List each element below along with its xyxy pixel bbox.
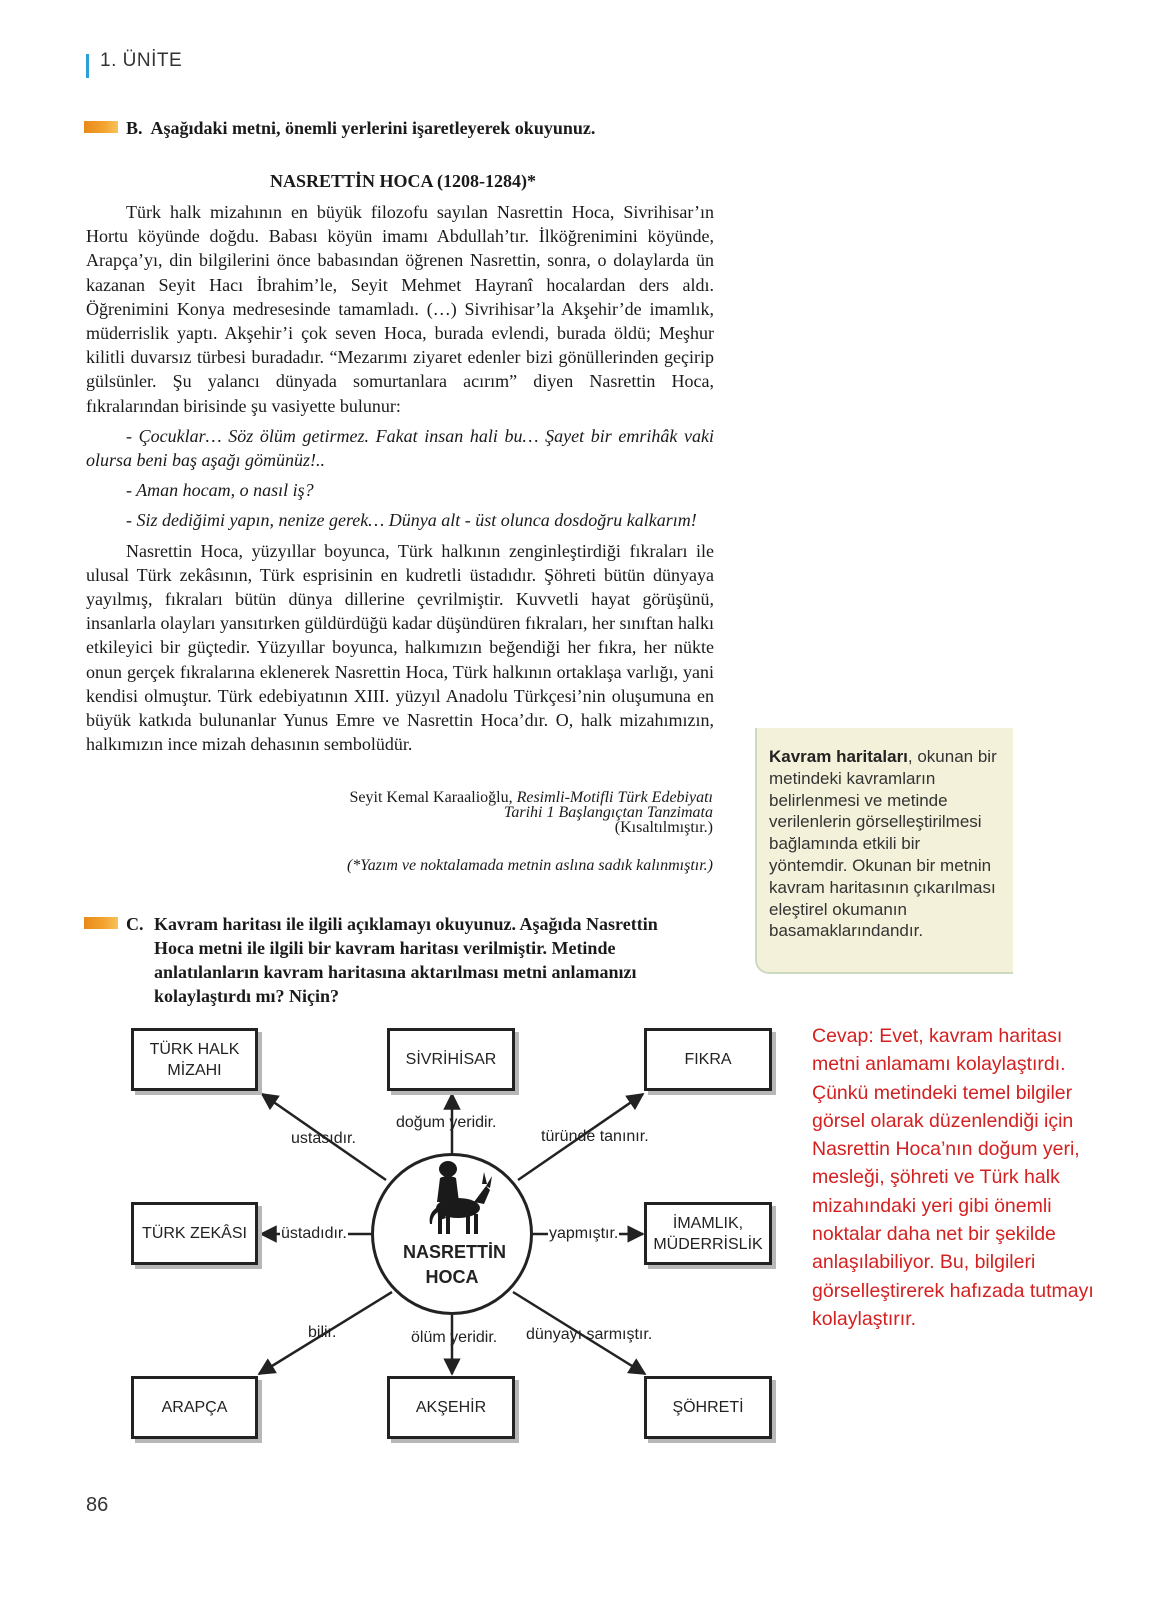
edge-label-turunde-taninir: türünde tanınır. bbox=[541, 1128, 649, 1145]
node-aksehir: AKŞEHİR bbox=[387, 1376, 515, 1439]
node-fikra: FIKRA bbox=[644, 1028, 772, 1091]
source-book-line-1: Resimli-Motifli Türk Edebiyatı bbox=[516, 789, 713, 806]
article-footnote: (*Yazım ve noktalamada metnin aslına sadık kalınmıştır.) bbox=[346, 857, 713, 874]
hoca-on-donkey-icon bbox=[426, 1160, 492, 1236]
concept-map-center-label: NASRETTİN HOCA bbox=[403, 1242, 506, 1287]
edge-label-bilir: bilir. bbox=[308, 1324, 337, 1341]
edge-label-ustadidir: üstadıdır. bbox=[281, 1225, 347, 1242]
info-side-rest: , okunan bir metindeki kavramların belirlenmesi ve metinde verilenlerin görselleştirilmesi bağlamında etkili bir yöntemdir. Okunan bir metnin kavram haritasının çıkarılması eleştirel okumanın basamaklarındandır. bbox=[769, 747, 997, 941]
node-imamlik-muderrislik: İMAMLIK, MÜDERRİSLİK bbox=[644, 1202, 772, 1265]
node-sohreti: ŞÖHRETİ bbox=[644, 1376, 772, 1439]
section-b-letter: B. bbox=[126, 118, 143, 138]
dialogue-line-3: - Siz dediğimi yapın, nenize gerek… Dünya alt - üst olunca dosdoğru kalkarım! bbox=[126, 510, 697, 531]
unit-title: 1. ÜNİTE bbox=[100, 50, 183, 71]
article-paragraph-1: Türk halk mizahının en büyük filozofu sayılan Nasrettin Hoca, Sivrihisar’ın Hortu köyünde doğdu. Babası köyün imamı Abdullah’tır. İlköğrenimini köyünde, Arapça’yı, din bilgilerini önce babasından öğrenen Nasrettin, sonra, o dolaylarda ün kazanan Seyit Hacı İbrahim’le, Seyit Mehmet Hayranî hocalardan ders aldı. Öğrenimini Konya medresesinde tamamladı. (…) Sivrihisar’la Akşehir’de imamlık, müderrislik yaptı. Akşehir’i çok seven Hoca, burada evlendi, burada öldü; Meşhur kilitli duvarsız türbesi buradadır. “Mezarımı ziyaret edenler bizi gönüllerinden geçirip gülsünler. Şu yalancı dünyada somurtanlara acırım” diyen Nasrettin Hoca, fıkralarından birisinde şu vasiyette bulunur: bbox=[86, 202, 714, 416]
section-b-instruction: Aşağıdaki metni, önemli yerlerini işaretleyerek okuyunuz. bbox=[150, 118, 596, 138]
section-c-instruction: Kavram haritası ile ilgili açıklamayı okuyunuz. Aşağıda Nasrettin Hoca metni ile ilgili bir kavram haritası verilmiştir. Metinde anlatılanların kavram haritasına aktarılması metni anlamanızı kolaylaştırdı mı? Niçin? bbox=[154, 914, 658, 1006]
dialogue-line-2: - Aman hocam, o nasıl iş? bbox=[126, 480, 314, 501]
article-title: NASRETTİN HOCA (1208-1284)* bbox=[270, 171, 537, 191]
edge-label-olum-yeridir: ölüm yeridir. bbox=[411, 1329, 498, 1346]
node-sivrihisar: SİVRİHİSAR bbox=[387, 1028, 515, 1091]
source-book-line-2: Tarihi 1 Başlangıçtan Tanzimata bbox=[503, 804, 713, 821]
answer-text: Cevap: Evet, kavram haritası metni anlamamı kolaylaştırdı. Çünkü metindeki temel bilgiler görsel olarak düzenlendiği için Nasrettin Hoca’nın doğum yeri, mesleği, şöhreti ve Türk halk mizahındaki yeri gibi önemli noktalar daha net bir şekilde anlaşılabiliyor. Bu, bilgileri görselleştirerek hafızada tutmayı kolaylaştırır. bbox=[812, 1025, 1094, 1330]
source-abridged: (Kısaltılmıştır.) bbox=[614, 819, 713, 836]
node-arapca: ARAPÇA bbox=[131, 1376, 258, 1439]
edge-label-yapmistir: yapmıştır. bbox=[549, 1225, 619, 1242]
info-side-bold: Kavram haritaları bbox=[769, 747, 908, 766]
edge-label-dogum-yeridir: doğum yeridir. bbox=[396, 1114, 497, 1131]
dialogue-line-1: - Çocuklar… Söz ölüm getirmez. Fakat insan hali bu… Şayet bir emrihâk vaki olursa beni baş aşağı gömünüz!.. bbox=[86, 425, 714, 471]
node-turk-halk-mizahi: TÜRK HALK MİZAHI bbox=[131, 1028, 258, 1091]
source-author: Seyit Kemal Karaalioğlu, bbox=[349, 789, 513, 806]
section-c-letter: C. bbox=[126, 914, 144, 934]
edge-label-dunyayi-sarmistir: dünyayı sarmıştır. bbox=[526, 1326, 653, 1343]
edge-label-ustasidir: ustasıdır. bbox=[291, 1130, 356, 1147]
page-number: 86 bbox=[86, 1494, 109, 1516]
article-paragraph-2: Nasrettin Hoca, yüzyıllar boyunca, Türk halkının zenginleştirdiği fıkraları ile ulusal Türk zekâsının, Türk esprisinin en kudretli üstadıdır. Şöhreti bütün dünyaya yayılmış, fıkraları bütün dünya dillerine çevrilmiştir. Kuvvetli hayat görüşünü, insanlarla olayları yansıtırken güldürdüğü kadar düşündüren fıkraları, her sınıftan halkı etkileyici bir güçtedir. Yüzyıllar boyunca, halkımızın beğendiği her fıkra, her nükte onun gerçek fıkralarına eklenerek Nasrettin Hoca, Türk halkının ortaklaşa varlığı, yani kendisi olmuştur. Türk edebiyatının XIII. yüzyıl Anadolu Türkçesi’nin oluşumuna en büyük katkıda bulunanlar Yunus Emre ve Nasrettin Hoca’dır. O, halk mizahımızın, halkımızın ince mizah dehasının sembolüdür. bbox=[86, 540, 714, 755]
node-turk-zekasi: TÜRK ZEKÂSI bbox=[131, 1202, 258, 1265]
